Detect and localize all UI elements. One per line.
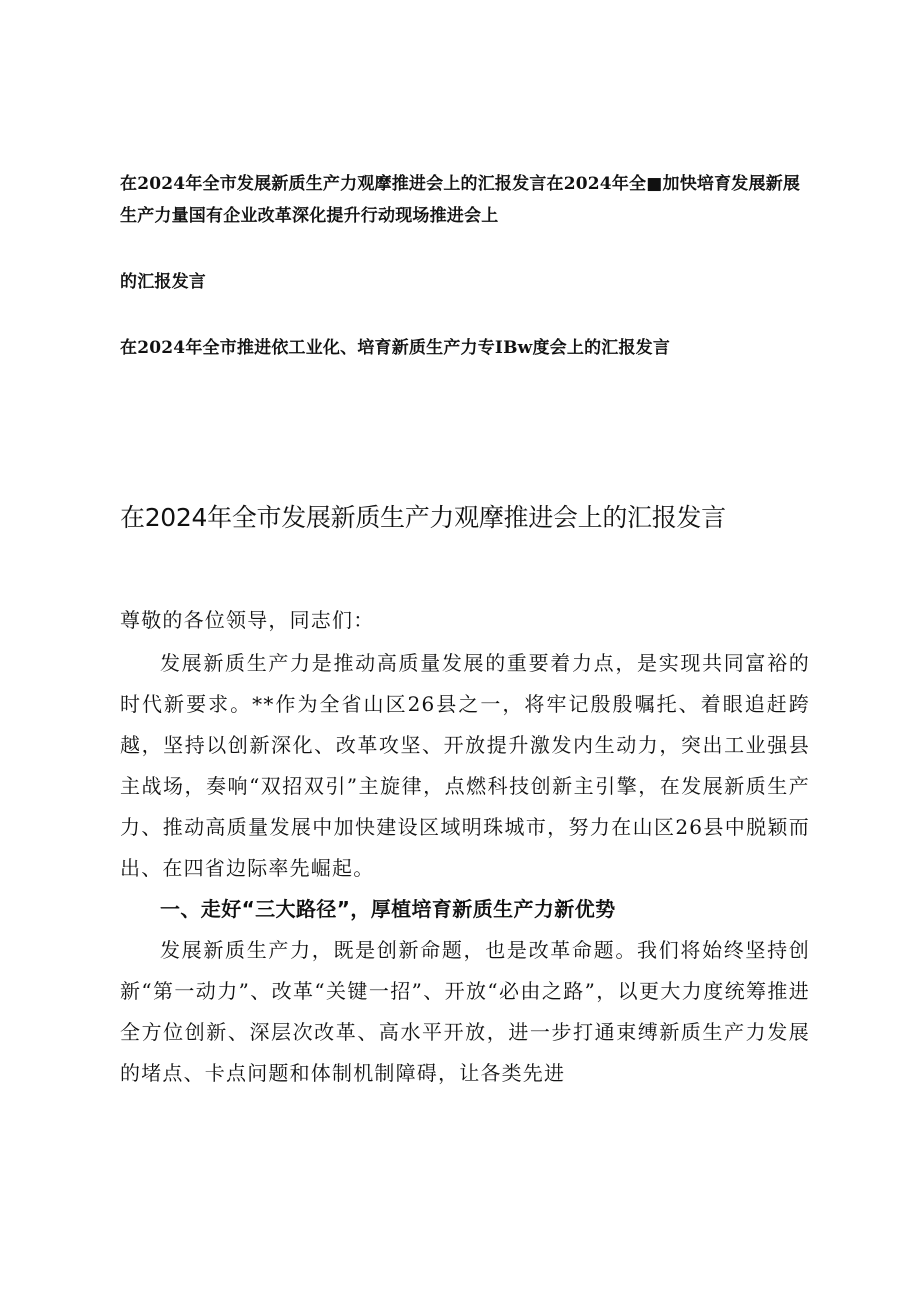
- table-of-contents: [120, 168, 810, 364]
- document-body: [120, 600, 810, 1094]
- toc-entry-1: 在2024年全市发展新质生产力观摩推进会上的汇报发言在2024年全■加快培育发展新展生产力量国有企业改革深化提升行动现场推进会上: [120, 174, 801, 226]
- body-paragraph: 发展新质生产力，既是创新命题，也是改革命题。我们将始终坚持创新“第一动力”、改革“关键一招”、开放“必由之路”，以更大力度统筹推进全方位创新、深层次改革、高水平开放，进一步打通束缚新质生产力发展的堵点、卡点问题和体制机制障碍，让各类先进: [120, 938, 810, 1085]
- toc-entry-1-continuation: 的汇报发言: [120, 272, 206, 292]
- toc-entry-2: 在2024年全市推进依工业化、培育新质生产力专IBw度会上的汇报发言: [120, 338, 671, 358]
- section-heading: 一、走好“三大路径”，厚植培育新质生产力新优势: [160, 897, 616, 921]
- body-paragraph: 发展新质生产力是推动高质量发展的重要着力点，是实现共同富裕的时代新要求。**作为全省山区26县之一，将牢记殷殷嘱托、着眼追赶跨越，坚持以创新深化、改革攻坚、开放提升激发内生动力，突出工业强县主战场，奏响“双招双引”主旋律，点燃科技创新主引擎，在发展新质生产力、推动高质量发展中加快建设区域明珠城市，努力在山区26县中脱颖而出、在四省边际率先崛起。: [120, 651, 810, 880]
- greeting: 尊敬的各位领导，同志们：: [120, 608, 375, 632]
- document-title: 在2024年全市发展新质生产力观摩推进会上的汇报发言: [120, 503, 726, 532]
